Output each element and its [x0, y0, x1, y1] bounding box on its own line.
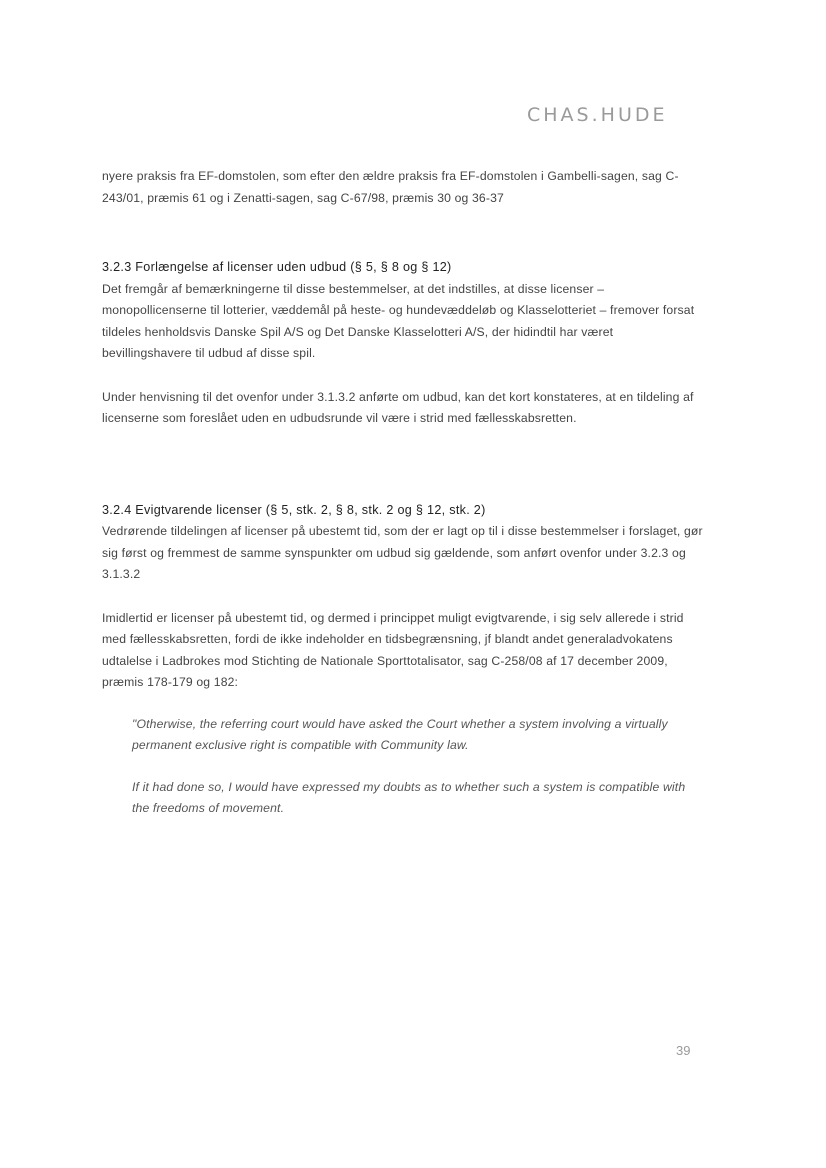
- section-heading-3-2-4: 3.2.4 Evigtvarende licenser (§ 5, stk. 2, § 8, stk. 2 og § 12, stk. 2): [102, 502, 486, 517]
- spacer: [102, 430, 704, 500]
- document-body: [102, 166, 704, 820]
- section-3-2-3-paragraph-1: Det fremgår af bemærkningerne til disse bestemmelser, at det indstilles, at disse licenser – monopollicenserne til lotterier, væddemål på heste- og hundevæddeløb og Klasselotteriet – fremover forsat tildeles henholdsvis Danske Spil A/S og Det Danske Klasselotteri A/S, der hidindtil har været bevillingshavere til udbud af disse spil.: [102, 281, 695, 360]
- section-3-2-4-paragraph-2: Imidlertid er licenser på ubestemt tid, og dermed i princippet muligt evigtvarende, i sig selv allerede i strid med fællesskabsretten, fordi de ikke indeholder en tidsbegrænsning, jf blandt andet generaladvokatens udtalelse i Ladbrokes mod Stichting de Nationale Sporttotalisator, sag C-258/08 af 17 december 2009, præmis 178-179 og 182:: [102, 610, 684, 689]
- quote-paragraph-1: "Otherwise, the referring court would have asked the Court whether a system involving a virtually permanent exclusive right is compatible with Community law.: [132, 716, 668, 752]
- page-number: 39: [676, 1043, 691, 1058]
- spacer: [102, 694, 704, 714]
- company-logo: CHAS.HUDE: [527, 104, 668, 126]
- quote-paragraph-2: If it had done so, I would have expressed my doubts as to whether such a system is compatible with the freedoms of movement.: [132, 779, 686, 815]
- spacer: [102, 365, 704, 387]
- spacer: [102, 757, 704, 777]
- section-3-2-4-paragraph-1: Vedrørende tildelingen af licenser på ubestemt tid, som der er lagt op til i disse bestemmelser i forslaget, gør sig først og fremmest de samme synspunkter om udbud sig gældende, som anført ovenfor under 3.2.3 og 3.1.3.2: [102, 524, 703, 581]
- section-heading-3-2-3: 3.2.3 Forlængelse af licenser uden udbud (§ 5, § 8 og § 12): [102, 260, 452, 274]
- intro-paragraph: nyere praksis fra EF-domstolen, som efter den ældre praksis fra EF-domstolen i Gambelli-sagen, sag C-243/01, præmis 61 og i Zenatti-sagen, sag C-67/98, præmis 30 og 36-37: [102, 169, 679, 205]
- spacer: [102, 586, 704, 608]
- spacer: [102, 209, 704, 257]
- section-3-2-3-paragraph-2: Under henvisning til det ovenfor under 3.1.3.2 anførte om udbud, kan det kort konstateres, at en tildeling af licenserne som foreslået uden en udbudsrunde vil være i strid med fællesskabsretten.: [102, 389, 694, 425]
